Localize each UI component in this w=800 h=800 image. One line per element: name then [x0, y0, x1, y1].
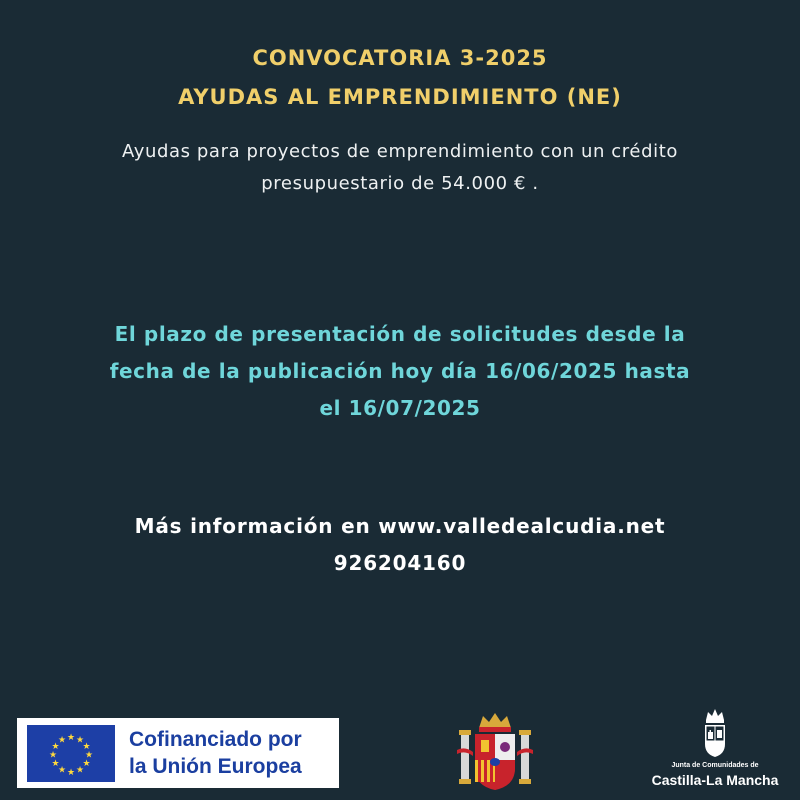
svg-text:★: ★ [75, 765, 85, 776]
svg-text:★: ★ [82, 759, 91, 769]
eu-cofinanced-label [129, 726, 334, 780]
deadline-line-3: el 16/07/2025 [319, 396, 481, 420]
spain-coat-of-arms-icon [455, 710, 535, 792]
svg-text:★: ★ [84, 750, 94, 761]
svg-text:★: ★ [66, 768, 76, 778]
svg-text:★: ★ [51, 759, 60, 769]
svg-text:★: ★ [66, 733, 76, 743]
jccm-castle-emblem-icon [702, 708, 728, 758]
svg-text:★: ★ [57, 735, 67, 746]
eu-label-line-2: la Unión Europea [129, 755, 302, 778]
eu-cofinanced-logo [17, 718, 339, 788]
deadline-line-1: El plazo de presentación de solicitudes desde la [114, 322, 686, 346]
title-line-2: AYUDAS AL EMPRENDIMIENTO (NE) [178, 85, 622, 109]
more-info-link[interactable]: Más información en www.valledealcudia.net [134, 514, 666, 538]
deadline-text [70, 316, 730, 427]
svg-text:★: ★ [82, 742, 91, 752]
jccm-title: Castilla-La Mancha [651, 772, 779, 788]
intro-line-1: Ayudas para proyectos de emprendimiento con un crédito [122, 141, 678, 162]
phone-number[interactable]: 926204160 [333, 551, 467, 575]
intro-text [70, 136, 730, 200]
intro-line-2: presupuestario de 54.000 € . [261, 173, 539, 194]
eu-label-line-1: Cofinanciado por [129, 728, 302, 751]
title-line-1: CONVOCATORIA 3-2025 [252, 46, 548, 70]
svg-text:★: ★ [48, 750, 58, 761]
jccm-logo [640, 708, 790, 793]
jccm-subtitle: Junta de Comunidades de [671, 762, 759, 769]
svg-text:★: ★ [57, 765, 67, 776]
eu-flag-icon [27, 725, 115, 782]
deadline-line-2: fecha de la publicación hoy día 16/06/2025 hasta [109, 359, 691, 383]
svg-text:★: ★ [51, 742, 60, 752]
svg-text:★: ★ [75, 735, 85, 746]
